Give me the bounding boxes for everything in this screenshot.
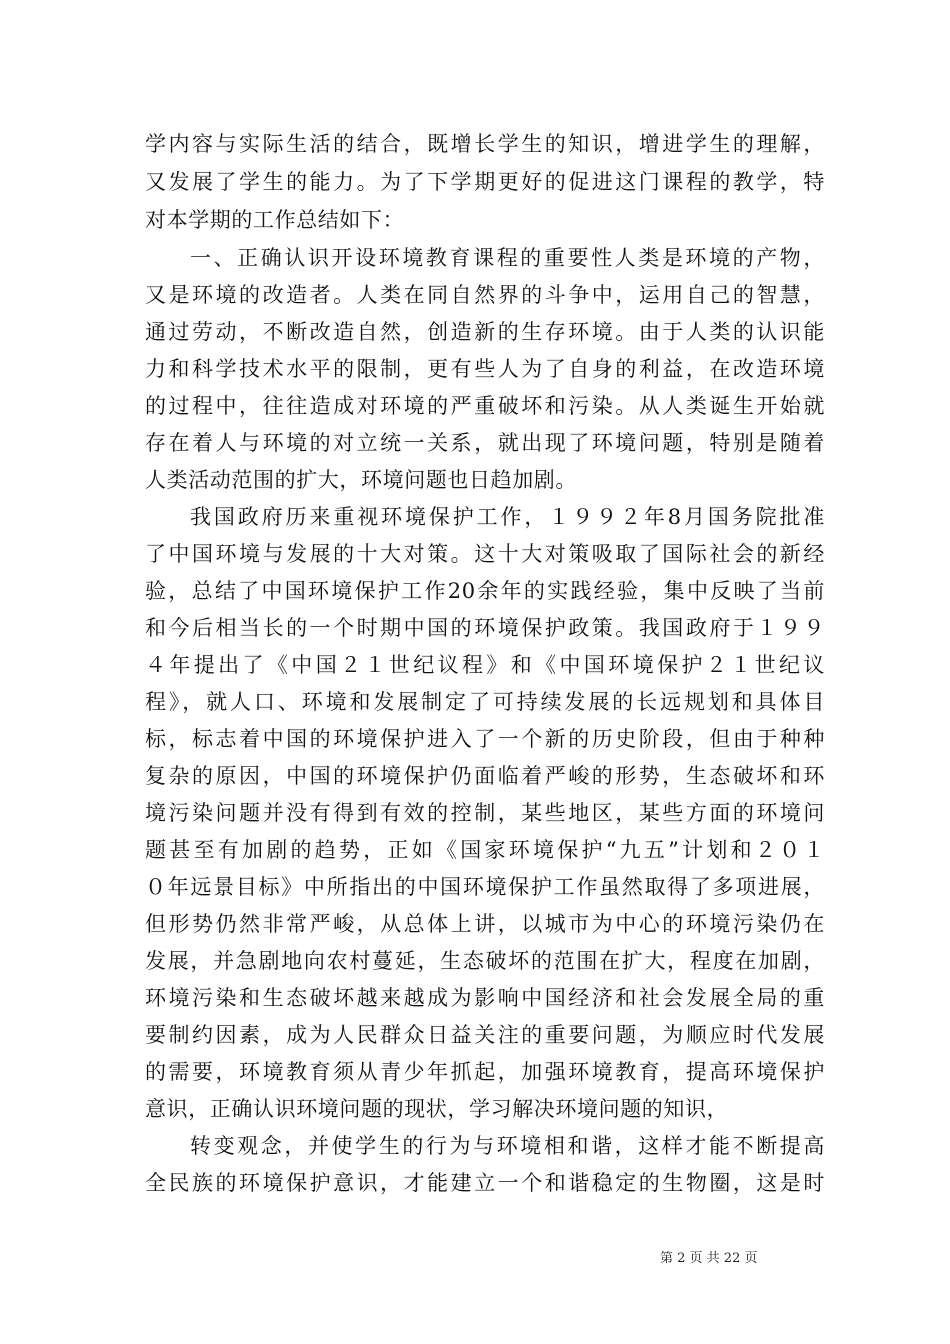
paragraph-first-line: 我国政府历来重视环境保护工作，１９９２年8月国务院批准 bbox=[190, 505, 825, 529]
text-line: 意识，正确认识环境问题的现状，学习解决环境问题的知识， bbox=[145, 1097, 729, 1121]
text-line: 但形势仍然非常严峻，从总体上讲，以城市为中心的环境污染仍在 bbox=[145, 912, 825, 936]
text-line: 的过程中，往往造成对环境的严重破坏和污染。从人类诞生开始就 bbox=[145, 394, 825, 418]
page-number-footer: 第 2 页 共 22 页 bbox=[660, 1251, 758, 1266]
text-line: 的需要，环境教育须从青少年抓起，加强环境教育，提高环境保护 bbox=[145, 1060, 825, 1084]
text-line: ４年提出了《中国２１世纪议程》和《中国环境保护２１世纪议 bbox=[145, 653, 825, 677]
text-line: 验，总结了中国环境保护工作20余年的实践经验，集中反映了当前 bbox=[145, 579, 825, 603]
text-line: 程》，就人口、环境和发展制定了可持续发展的长远规划和具体目 bbox=[145, 690, 825, 714]
text-line: 通过劳动，不断改造自然，创造新的生存环境。由于人类的认识能 bbox=[145, 320, 825, 344]
text-line: ０年远景目标》中所指出的中国环境保护工作虽然取得了多项进展， bbox=[145, 875, 825, 899]
paragraph-first-line: 一、正确认识开设环境教育课程的重要性人类是环境的产物， bbox=[190, 246, 825, 270]
text-line: 题甚至有加剧的趋势，正如《国家环境保护“九五”计划和２０１ bbox=[145, 838, 825, 862]
text-line: 人类活动范围的扩大，环境问题也日趋加剧。 bbox=[145, 468, 577, 492]
text-line: 发展，并急剧地向农村蔓延，生态破坏的范围在扩大，程度在加剧， bbox=[145, 949, 825, 973]
text-line: 又是环境的改造者。人类在同自然界的斗争中，运用自己的智慧， bbox=[145, 283, 825, 307]
text-line: 环境污染和生态破坏越来越成为影响中国经济和社会发展全局的重 bbox=[145, 986, 825, 1010]
text-line: 要制约因素，成为人民群众日益关注的重要问题，为顺应时代发展 bbox=[145, 1023, 825, 1047]
text-line: 了中国环境与发展的十大对策。这十大对策吸取了国际社会的新经 bbox=[145, 542, 825, 566]
text-line: 学内容与实际生活的结合，既增长学生的知识，增进学生的理解， bbox=[145, 132, 825, 156]
text-line: 全民族的环境保护意识，才能建立一个和谐稳定的生物圈，这是时 bbox=[145, 1171, 825, 1195]
paragraph-first-line: 转变观念，并使学生的行为与环境相和谐，这样才能不断提高 bbox=[190, 1134, 825, 1158]
text-line: 标，标志着中国的环境保护进入了一个新的历史阶段，但由于种种 bbox=[145, 727, 825, 751]
text-line: 存在着人与环境的对立统一关系，就出现了环境问题，特别是随着 bbox=[145, 431, 825, 455]
text-line: 和今后相当长的一个时期中国的环境保护政策。我国政府于１９９ bbox=[145, 616, 825, 640]
text-line: 境污染问题并没有得到有效的控制，某些地区，某些方面的环境问 bbox=[145, 801, 825, 825]
text-line: 复杂的原因，中国的环境保护仍面临着严峻的形势，生态破坏和环 bbox=[145, 764, 825, 788]
text-line: 力和科学技术水平的限制，更有些人为了自身的利益，在改造环境 bbox=[145, 357, 825, 381]
text-line: 又发展了学生的能力。为了下学期更好的促进这门课程的教学，特 bbox=[145, 170, 825, 194]
text-line: 对本学期的工作总结如下： bbox=[145, 208, 405, 232]
